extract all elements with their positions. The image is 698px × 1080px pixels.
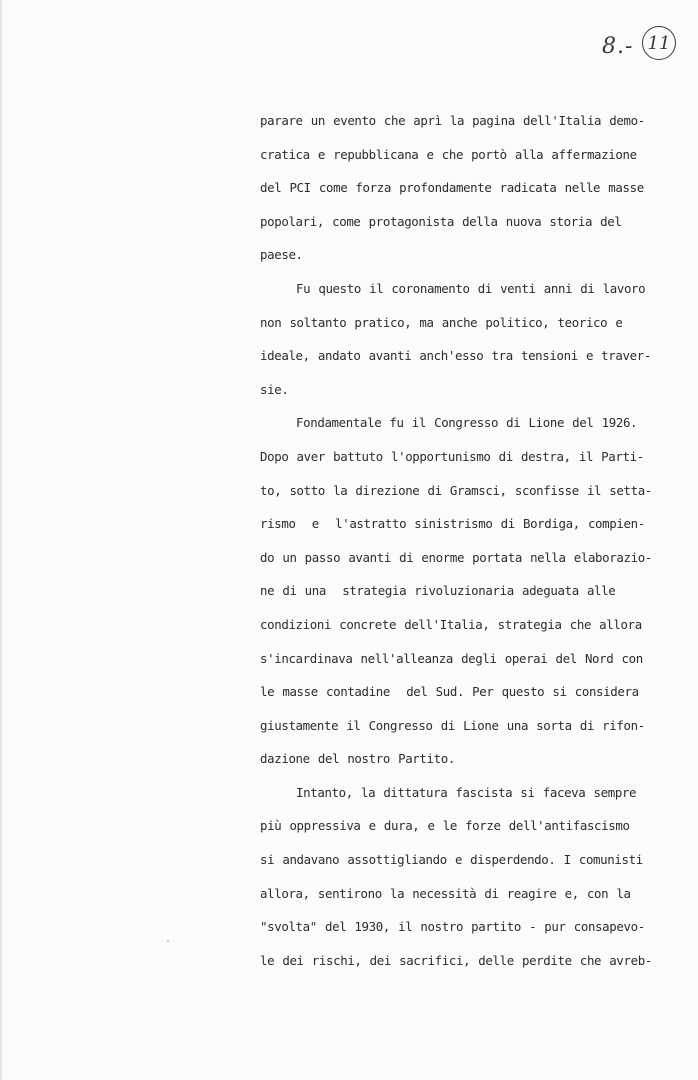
text-line: ideale, andato avanti anch'esso tra tensioni e traver- [260,348,651,364]
text-line: cratica e repubblicana e che portò alla affermazione [260,146,637,162]
paragraph-start-line: Fu questo il coronamento di venti anni di lavoro [296,280,646,296]
typewritten-body [260,108,652,981]
paragraph-start-line: Intanto, la dittatura fascista si faceva sempre [296,784,637,800]
text-line: sie. [260,381,289,397]
paper-speck [167,940,169,942]
paragraph-start-line: Fondamentale fu il Congresso di Lione del 1926. [296,415,638,431]
text-line: do un passo avanti di enorme portata nella elaborazio- [260,549,652,565]
page-number-handwritten: 8.- [602,34,634,59]
text-line: allora, sentirono la necessità di reagire e, con la [260,885,631,901]
text-line: dazione del nostro Partito. [260,751,455,767]
page-number [598,26,686,66]
text-line: popolari, come protagonista della nuova storia del [260,213,622,229]
text-line: del PCI come forza profondamente radicata nelle masse [260,180,644,196]
text-line: "svolta" del 1930, il nostro partito - pur consapevo- [260,919,645,935]
page-number-circled: 11 [642,26,676,60]
text-line: le masse contadine del Sud. Per questo si considera [260,684,639,700]
text-line: Dopo aver battuto l'opportunismo di destra, il Parti- [260,448,644,464]
text-line: rismo e l'astratto sinistrismo di Bordiga, compien- [260,516,645,532]
text-line: si andavano assottigliando e disperdendo. I comunisti [260,852,643,868]
text-line: non soltanto pratico, ma anche politico, teorico e [260,314,623,330]
text-line: condizioni concrete dell'Italia, strategia che allora [260,616,642,632]
text-line: giustamente il Congresso di Lione una sorta di rifon- [260,717,645,733]
text-line: to, sotto la direzione di Gramsci, sconfisse il setta- [260,482,652,498]
text-line: ne di una strategia rivoluzionaria adeguata alle [260,583,616,599]
text-line: parare un evento che aprì la pagina dell'Italia demo- [260,113,645,128]
text-line: le dei rischi, dei sacrifici, delle perdite che avreb- [260,952,652,968]
text-line: s'incardinava nell'alleanza degli operai del Nord con [260,650,643,666]
text-line: paese. [260,247,303,263]
text-line: più oppressiva e dura, e le forze dell'antifascismo [260,818,630,834]
